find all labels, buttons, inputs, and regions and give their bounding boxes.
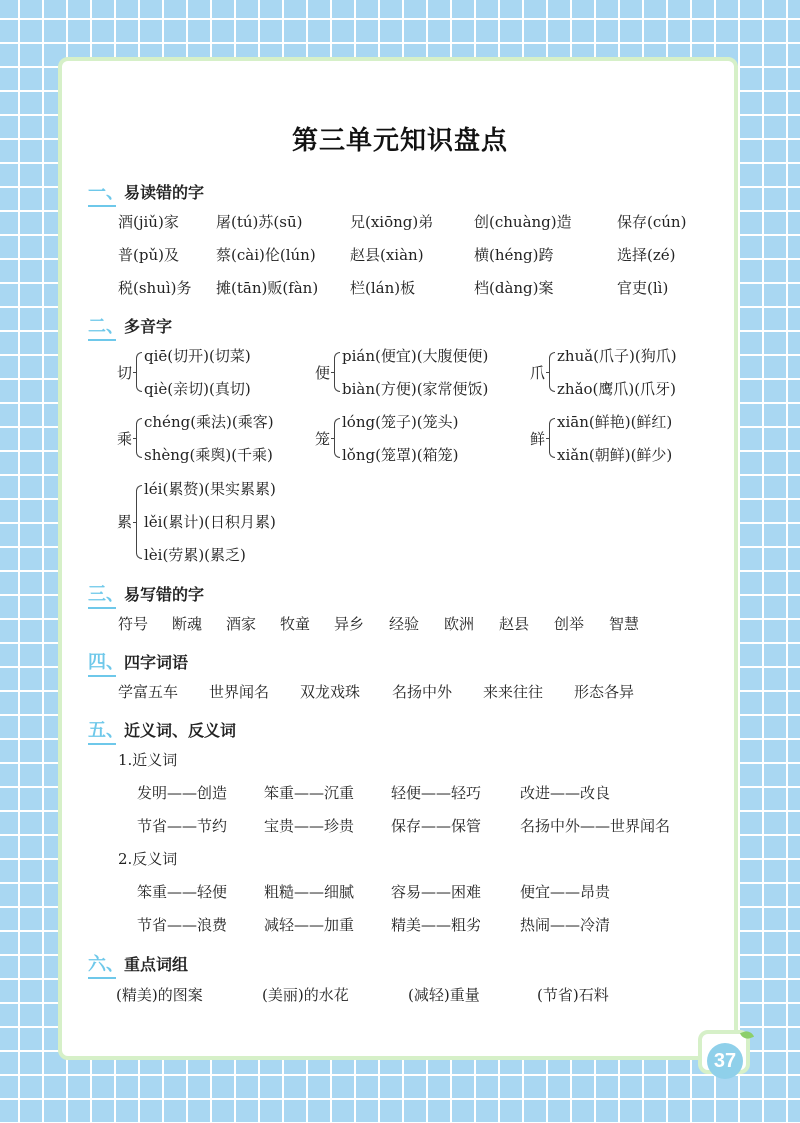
polyphone-reading: lèi(劳累)(累乏)	[144, 546, 246, 564]
section-number: 六、	[88, 954, 124, 975]
section-label: 多音字	[124, 317, 173, 336]
heading-underline	[88, 977, 116, 979]
phrase-item: (减轻)重量	[408, 986, 480, 1004]
word-item: 断魂	[172, 615, 203, 633]
list-item: 创(chuàng)造	[474, 213, 572, 231]
section-label: 四字词语	[124, 653, 189, 672]
word-item: 符号	[118, 615, 149, 633]
list-item: 摊(tān)贩(fàn)	[216, 279, 319, 297]
polyphone-reading: xiǎn(朝鲜)(鲜少)	[557, 446, 673, 464]
polyphone-reading: lǒng(笼罩)(箱笼)	[342, 446, 459, 464]
word-item: 酒家	[226, 615, 257, 633]
word-pair: 发明——创造	[137, 784, 228, 802]
word-pair: 笨重——轻便	[137, 883, 228, 901]
polyphone-char: 切	[117, 364, 133, 382]
section-label: 近义词、反义词	[124, 721, 237, 740]
section-label: 易读错的字	[124, 183, 205, 202]
list-item: 横(héng)跨	[474, 246, 554, 264]
brace	[549, 418, 555, 458]
word-pair: 容易——困难	[391, 883, 482, 901]
subheading-synonyms: 1.近义词	[118, 751, 178, 769]
section-heading	[88, 716, 236, 742]
heading-underline	[88, 743, 116, 745]
page-title: 第三单元知识盘点	[291, 126, 508, 156]
subheading-antonyms: 2.反义词	[118, 850, 178, 868]
list-item: 栏(lán)板	[350, 279, 416, 297]
brace	[136, 485, 142, 559]
list-item: 蔡(cài)伦(lún)	[216, 246, 316, 264]
word-item: 异乡	[334, 615, 365, 633]
heading-underline	[88, 205, 116, 207]
word-item: 智慧	[609, 615, 640, 633]
polyphone-char: 鲜	[530, 430, 546, 448]
list-item: 选择(zé)	[617, 246, 676, 264]
brace	[549, 352, 555, 392]
section-number: 三、	[88, 584, 124, 605]
section-number: 二、	[88, 316, 124, 337]
polyphone-reading: biàn(方便)(家常便饭)	[342, 380, 489, 398]
list-item: 兄(xiōng)弟	[350, 213, 434, 231]
list-item: 普(pǔ)及	[118, 246, 179, 264]
list-item: 屠(tú)苏(sū)	[216, 213, 303, 231]
word-pair: 宝贵——珍贵	[264, 817, 355, 835]
word-pair: 名扬中外——世界闻名	[520, 817, 671, 835]
polyphone-reading: chéng(乘法)(乘客)	[144, 413, 274, 431]
polyphone-char: 便	[315, 364, 331, 382]
polyphone-reading: zhuǎ(爪子)(狗爪)	[557, 347, 677, 365]
polyphone-reading: zhǎo(鹰爪)(爪牙)	[557, 380, 676, 398]
word-pair: 保存——保管	[391, 817, 482, 835]
heading-underline	[88, 675, 116, 677]
word-item: 经验	[389, 615, 420, 633]
word-item: 创举	[554, 615, 585, 633]
page-number: 37	[707, 1043, 743, 1079]
word-item: 学富五车	[118, 683, 179, 701]
word-pair: 改进——改良	[520, 784, 611, 802]
polyphone-reading: xiān(鲜艳)(鲜红)	[557, 413, 673, 431]
polyphone-reading: léi(累赘)(果实累累)	[144, 480, 276, 498]
word-pair: 精美——粗劣	[391, 916, 482, 934]
heading-underline	[88, 339, 116, 341]
brace	[334, 352, 340, 392]
word-pair: 节省——节约	[137, 817, 228, 835]
brace	[136, 418, 142, 458]
polyphone-reading: pián(便宜)(大腹便便)	[342, 347, 489, 365]
word-item: 来来往往	[483, 683, 544, 701]
brace	[334, 418, 340, 458]
word-pair: 笨重——沉重	[264, 784, 355, 802]
phrase-item: (节省)石料	[537, 986, 609, 1004]
section-heading	[88, 950, 188, 976]
section-number: 五、	[88, 720, 124, 741]
list-item: 赵县(xiàn)	[350, 246, 424, 264]
word-item: 牧童	[280, 615, 311, 633]
section-heading	[88, 648, 188, 674]
polyphone-reading: lóng(笼子)(笼头)	[342, 413, 459, 431]
word-item: 形态各异	[574, 683, 635, 701]
section-label: 重点词组	[124, 955, 189, 974]
polyphone-char: 笼	[315, 430, 331, 448]
section-heading	[88, 580, 204, 606]
list-item: 官吏(lì)	[617, 279, 669, 297]
polyphone-reading: shèng(乘舆)(千乘)	[144, 446, 273, 464]
word-pair: 减轻——加重	[264, 916, 355, 934]
list-item: 税(shuì)务	[118, 279, 192, 297]
brace	[136, 352, 142, 392]
word-item: 名扬中外	[392, 683, 453, 701]
polyphone-char: 爪	[530, 364, 546, 382]
word-pair: 便宜——昂贵	[520, 883, 611, 901]
section-heading	[88, 178, 204, 204]
section-label: 易写错的字	[124, 585, 205, 604]
polyphone-reading: qiè(亲切)(真切)	[144, 380, 251, 398]
list-item: 保存(cún)	[617, 213, 687, 231]
word-pair: 热闹——冷清	[520, 916, 611, 934]
polyphone-reading: lěi(累计)(日积月累)	[144, 513, 276, 531]
section-heading	[88, 312, 172, 338]
word-pair: 粗糙——细腻	[264, 883, 355, 901]
phrase-item: (精美)的图案	[116, 986, 203, 1004]
word-item: 赵县	[499, 615, 530, 633]
polyphone-char: 累	[117, 513, 133, 531]
list-item: 酒(jiǔ)家	[118, 213, 179, 231]
list-item: 档(dàng)案	[474, 279, 554, 297]
word-item: 欧洲	[444, 615, 475, 633]
heading-underline	[88, 607, 116, 609]
word-item: 双龙戏珠	[300, 683, 361, 701]
word-pair: 节省——浪费	[137, 916, 228, 934]
polyphone-char: 乘	[117, 430, 133, 448]
word-pair: 轻便——轻巧	[391, 784, 482, 802]
word-item: 世界闻名	[209, 683, 270, 701]
section-number: 一、	[88, 182, 124, 203]
polyphone-reading: qiē(切开)(切菜)	[144, 347, 251, 365]
section-number: 四、	[88, 652, 124, 673]
phrase-item: (美丽)的水花	[262, 986, 349, 1004]
